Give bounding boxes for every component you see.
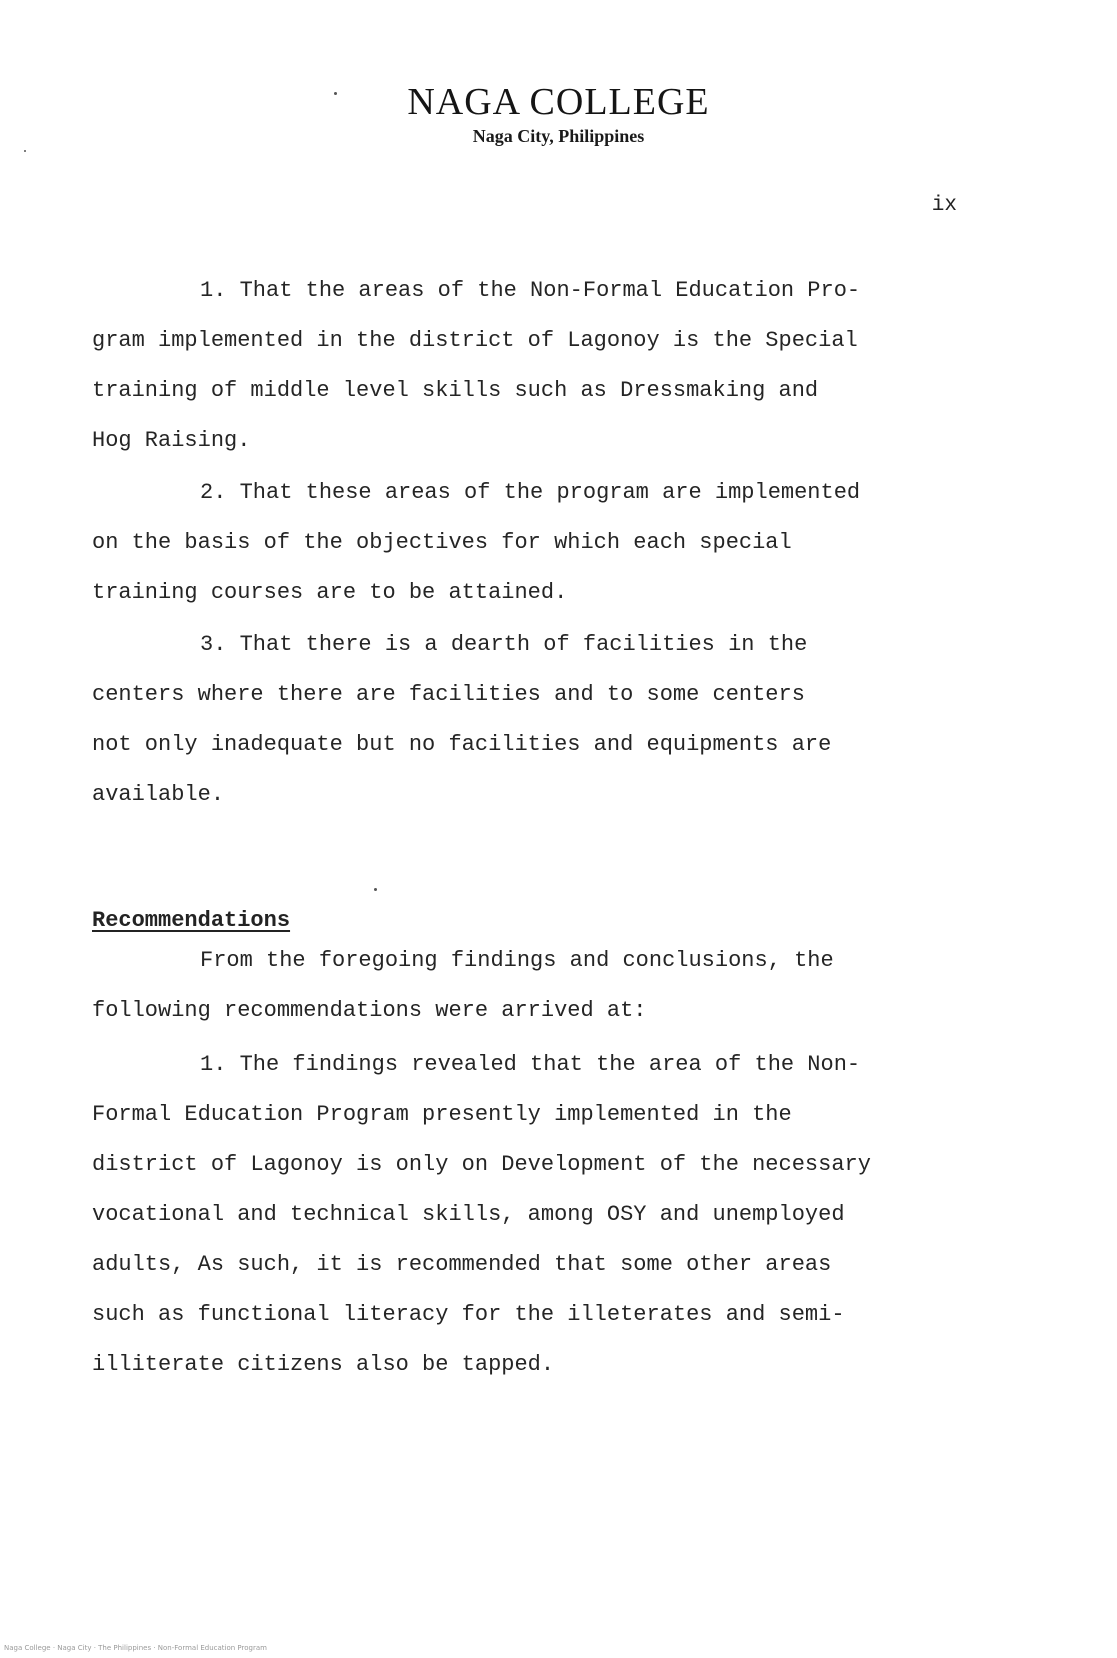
page-number: ix: [931, 194, 957, 217]
footer-caption: Naga College · Naga City · The Philippines · Non-Formal Education Program: [4, 1644, 267, 1652]
conclusion-item-2: 2. That these areas of the program are implemented on the basis of the objectives for which each special training courses are to be attained.: [92, 480, 861, 605]
letterhead: [0, 80, 1117, 147]
college-name: NAGA COLLEGE: [407, 81, 710, 123]
ink-speck: [334, 92, 337, 95]
conclusion-item-3: 3. That there is a dearth of facilities in the centers where there are facilities and to some centers not only inadequate but no facilities and equipments are available.: [92, 632, 832, 807]
recommendation-item-1: 1. The findings revealed that the area of the Non- Formal Education Program presently implemented in the district of Lagonoy is only on Development of the necessary vocational and technical skills, among OSY and unemployed adults, As such, it is recommended that some other areas such as functional literacy for the illeterates and semi- illiterate citizens also be tapped.: [92, 1052, 871, 1377]
recommendations-heading: Recommendations: [92, 908, 291, 933]
ink-speck: [374, 888, 377, 891]
recommendations-intro: From the foregoing findings and conclusions, the following recommendations were arrived at:: [92, 948, 834, 1023]
conclusion-item-1: 1. That the areas of the Non-Formal Education Pro- gram implemented in the district of Lagonoy is the Special training of middle level skills such as Dressmaking and Hog Raising.: [92, 278, 861, 453]
college-city: Naga City, Philippines: [472, 126, 645, 146]
ink-speck: [24, 150, 26, 152]
